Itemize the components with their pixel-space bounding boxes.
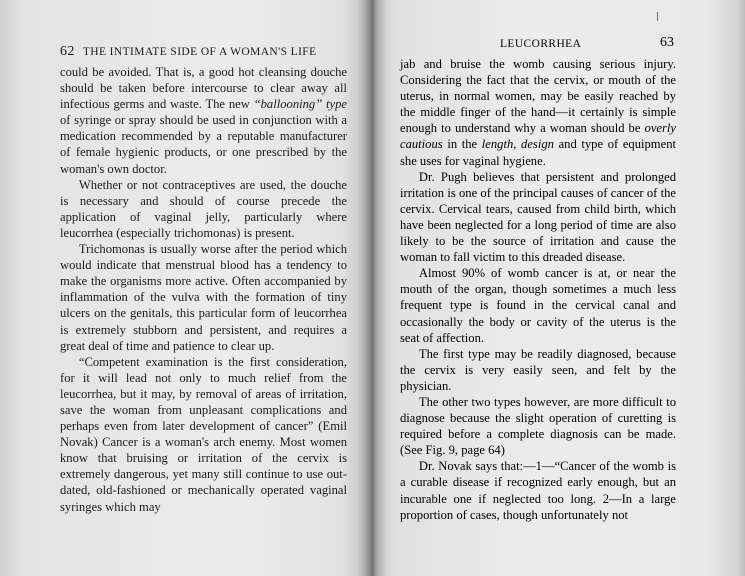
right-paragraph-5: The other two types however, are more difficult to diagnose because the slight operation of curetting is required before a complete diagnosis can be made. (See Fig. 9, page 64) xyxy=(400,394,676,458)
right-paragraph-1-emphasis-1: overly cautious xyxy=(400,121,676,152)
left-paragraph-4: “Competent examination is the first consideration, for it will lead not only to much relief from the leucorrhea, but it may, by removal of areas of irritation, save the woman from unpleasant complications and perhaps even from later development of cancer” (Emil Novak) Cancer is a woman's arch enemy. Most women know that bruising or irritation of the cervix is extremely dangerous, yet many still continue to use out-dated, old-fashioned or mechanically operated vaginal syringes which may xyxy=(60,354,347,514)
right-page-number: 63 xyxy=(660,35,674,50)
right-page-body xyxy=(400,56,676,523)
left-page xyxy=(0,0,372,576)
left-paragraph-3: Trichomonas is usually worse after the period which would indicate that menstrual blood has a tendency to make the organisms more active. Often accompanied by inflammation of the vulva with the formation of tiny ulcers on the genitals, this particular form of leucorrhea is extremely stubborn and persistent, and requires a great deal of time and patience to clear up. xyxy=(60,242,347,353)
right-paragraph-1: jab and bruise the womb causing serious injury. Considering the fact that the cervix, or mouth of the uterus, in normal women, may be easily reached by the middle finger of the hand—it certainly is simple enough to understand why a woman should be overly cautious in the length, design and type of equipment she uses for vaginal hygiene. xyxy=(400,57,676,168)
left-paragraph-1-emphasis: “ballooning” type xyxy=(253,97,347,112)
left-header-title: THE INTIMATE SIDE OF A WOMAN'S LIFE xyxy=(82,46,317,58)
right-paragraph-6: Dr. Novak says that:—1—“Cancer of the womb is a curable disease if recognized early enough, but an incurable one if neglected too long. 2—In a large proportion of cases, though unfortunately not xyxy=(400,459,676,522)
right-paragraph-2: Dr. Pugh believes that persistent and prolonged irritation is one of the principal causes of cancer of the cervix. Cervical tears, caused from child birth, which have been neglected for a long period of time are also likely to be the source of irritation and cause the woman to fall victim to this dreaded disease. xyxy=(400,169,676,265)
left-page-number: 62 xyxy=(60,44,75,59)
scan-speck xyxy=(657,12,658,21)
left-paragraph-2: Whether or not contraceptives are used, the douche is necessary and should of course precede the application of vaginal jelly, particularly where leucorrhea (especially trichomonas) is present. xyxy=(60,177,347,240)
right-paragraph-1-emphasis-2: length, design xyxy=(481,137,554,152)
left-running-head xyxy=(60,44,317,60)
right-paragraph-3: Almost 90% of womb cancer is at, or near the mouth of the organ, though sometimes a much less frequent type is found in the cervical canal and occasionally the body or cavity of the uterus is the seat of affection. xyxy=(400,266,676,345)
right-running-head: LEUCORRHEA xyxy=(500,38,582,50)
left-page-body xyxy=(60,64,347,515)
right-paragraph-4: The first type may be readily diagnosed, because the cervix is very easily seen, and felt by the physician. xyxy=(400,346,676,393)
left-paragraph-1: could be avoided. That is, a good hot cleansing douche should be taken before intercourse to clear away all infectious germs and waste. The new “ballooning” type of syringe or spray should be used in conjunction with a medication recommended by a reputable manufacturer of female hygienic products, or one prescribed by the woman's own doctor. xyxy=(60,65,347,176)
